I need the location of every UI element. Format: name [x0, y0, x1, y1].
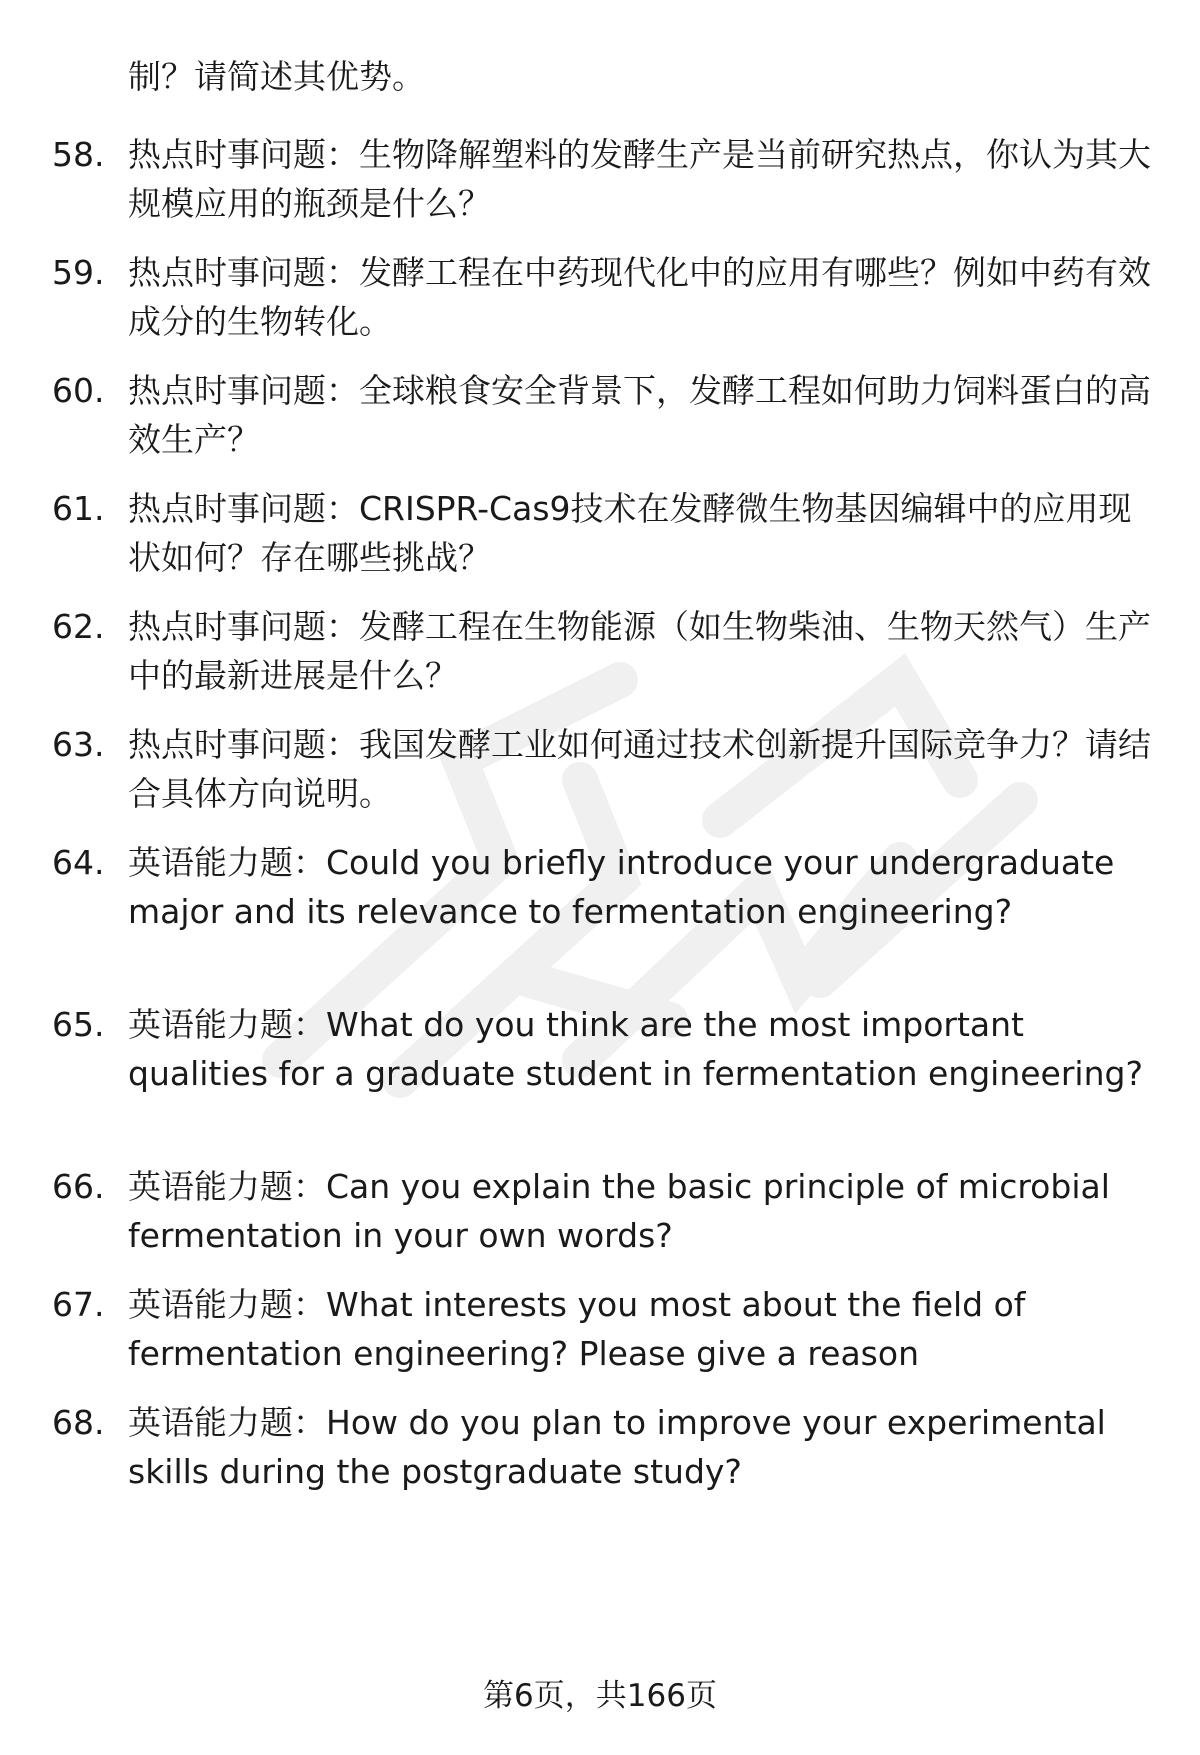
question-category: 英语能力题：: [128, 1005, 326, 1044]
question-category: 英语能力题：: [128, 1285, 326, 1324]
question-category: 热点时事问题：: [128, 725, 359, 764]
question-63: [52, 720, 1152, 818]
question-number: 61.: [52, 489, 105, 528]
question-text: [128, 1280, 1158, 1378]
question-number: 67.: [52, 1285, 105, 1324]
question-text: [128, 720, 1158, 818]
question-text: [128, 366, 1158, 464]
question-category: 热点时事问题：: [128, 253, 359, 292]
question-body: 发酵工程在生物能源（如生物柴油、生物天然气）生产中的最新进展是什么？: [128, 607, 1151, 695]
question-category: 英语能力题：: [128, 1403, 326, 1442]
question-text: [128, 838, 1158, 936]
question-body: CRISPR-Cas9技术在发酵微生物基因编辑中的应用现状如何？存在哪些挑战？: [128, 489, 1132, 577]
question-category: 热点时事问题：: [128, 371, 359, 410]
question-body: Could you briefly introduce your undergraduate major and its relevance to fermentation engineering?: [128, 843, 1115, 931]
question-62: [52, 602, 1152, 700]
question-body: 全球粮食安全背景下，发酵工程如何助力饲料蛋白的高效生产？: [128, 371, 1151, 459]
question-body: Can you explain the basic principle of microbial fermentation in your own words?: [128, 1167, 1110, 1255]
question-67: [52, 1280, 1152, 1378]
question-body: What do you think are the most important qualities for a graduate student in fermentation engineering?: [128, 1005, 1143, 1093]
question-text: [128, 1000, 1158, 1098]
question-category: 热点时事问题：: [128, 135, 359, 174]
question-category: 热点时事问题：: [128, 607, 359, 646]
question-number: 64.: [52, 843, 105, 882]
question-64: [52, 838, 1152, 936]
question-65: [52, 1000, 1152, 1098]
question-number: 58.: [52, 135, 105, 174]
question-body: 生物降解塑料的发酵生产是当前研究热点，你认为其大规模应用的瓶颈是什么？: [128, 135, 1151, 223]
question-category: 热点时事问题：: [128, 489, 359, 528]
question-number: 62.: [52, 607, 105, 646]
question-61: [52, 484, 1152, 582]
question-body: What interests you most about the field of fermentation engineering? Please give a reason: [128, 1285, 1026, 1373]
question-body: 发酵工程在中药现代化中的应用有哪些？例如中药有效成分的生物转化。: [128, 253, 1151, 341]
page-footer: 第6页，共166页: [483, 1678, 717, 1714]
question-68: [52, 1398, 1152, 1496]
question-number: 63.: [52, 725, 105, 764]
question-text: [128, 1398, 1158, 1496]
question-66: [52, 1162, 1152, 1260]
continued-question-text: 制？请简述其优势。: [128, 57, 425, 96]
question-60: [52, 366, 1152, 464]
question-number: 60.: [52, 371, 105, 410]
question-category: 英语能力题：: [128, 1167, 326, 1206]
question-number: 59.: [52, 253, 105, 292]
question-number: 68.: [52, 1403, 105, 1442]
question-text: [128, 130, 1158, 228]
question-text: [128, 248, 1158, 346]
question-text: [128, 602, 1158, 700]
question-body: How do you plan to improve your experimental skills during the postgraduate study?: [128, 1403, 1106, 1491]
question-text: [128, 1162, 1158, 1260]
question-number: 65.: [52, 1005, 105, 1044]
question-body: 我国发酵工业如何通过技术创新提升国际竞争力？请结合具体方向说明。: [128, 725, 1151, 813]
question-59: [52, 248, 1152, 346]
question-text: [128, 484, 1158, 582]
question-58: [52, 130, 1152, 228]
question-number: 66.: [52, 1167, 105, 1206]
question-category: 英语能力题：: [128, 843, 326, 882]
